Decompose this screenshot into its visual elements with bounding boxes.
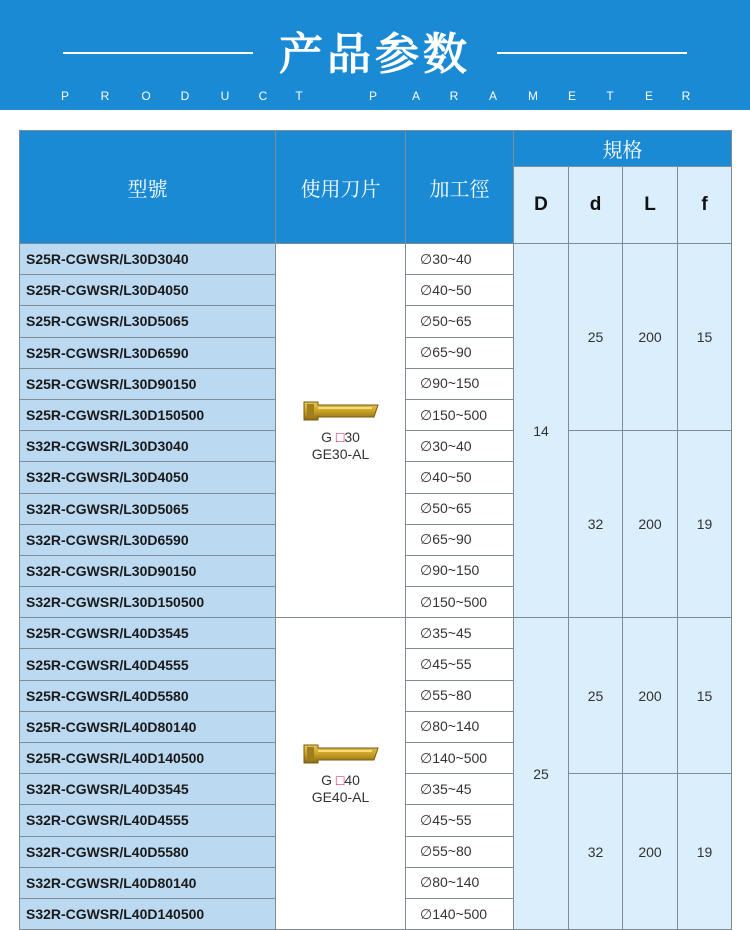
diameter-cell: ∅80~140: [406, 867, 514, 898]
blade-suffix: 30: [344, 428, 360, 445]
D-cell: 14: [514, 244, 569, 618]
model-cell: S25R-CGWSR/L40D3545: [20, 618, 276, 649]
blade-model-line2: GE40-AL: [311, 788, 370, 805]
diameter-cell: ∅150~500: [406, 399, 514, 430]
diameter-cell: ∅40~50: [406, 275, 514, 306]
diameter-cell: ∅140~500: [406, 743, 514, 774]
subtitle-letter: U: [220, 89, 230, 103]
model-cell: S25R-CGWSR/L30D150500: [20, 399, 276, 430]
diameter-cell: ∅35~45: [406, 618, 514, 649]
model-cell: S32R-CGWSR/L40D80140: [20, 867, 276, 898]
diameter-cell: ∅55~80: [406, 680, 514, 711]
subtitle-letter: T: [606, 89, 614, 103]
model-cell: S25R-CGWSR/L40D5580: [20, 680, 276, 711]
blade-model-line1: [276, 429, 405, 446]
f-cell: 15: [678, 244, 732, 431]
D-cell: 25: [514, 618, 569, 930]
subtitle-letter: A: [411, 89, 420, 103]
diameter-cell: ∅35~45: [406, 774, 514, 805]
subtitle-letter: D: [180, 89, 190, 103]
model-cell: S32R-CGWSR/L40D5580: [20, 836, 276, 867]
diameter-cell: ∅65~90: [406, 337, 514, 368]
f-cell: 15: [678, 618, 732, 774]
model-cell: S32R-CGWSR/L40D3545: [20, 774, 276, 805]
subtitle-letter: A: [488, 89, 497, 103]
f-cell: 19: [678, 774, 732, 930]
subtitle-letter: P: [60, 89, 69, 103]
subtitle-letter: E: [644, 89, 653, 103]
diameter-cell: ∅90~150: [406, 555, 514, 586]
subtitle-letter: T: [295, 89, 303, 103]
header-blade: 使用刀片: [276, 131, 406, 244]
subtitle-letter: R: [681, 89, 691, 103]
model-cell: S32R-CGWSR/L30D6590: [20, 524, 276, 555]
d-cell: 32: [569, 774, 623, 930]
model-cell: S25R-CGWSR/L30D4050: [20, 275, 276, 306]
blade-prefix: G: [321, 771, 336, 788]
header-f: f: [678, 167, 732, 244]
model-cell: S25R-CGWSR/L30D5065: [20, 306, 276, 337]
diameter-cell: ∅90~150: [406, 368, 514, 399]
subtitle-letter: P: [368, 89, 377, 103]
diameter-cell: ∅150~500: [406, 587, 514, 618]
model-cell: S25R-CGWSR/L30D3040: [20, 244, 276, 275]
L-cell: 200: [623, 431, 678, 618]
header-D: D: [514, 167, 569, 244]
diameter-cell: ∅50~65: [406, 306, 514, 337]
blade-model-line2: GE30-AL: [311, 445, 370, 462]
L-cell: 200: [623, 618, 678, 774]
diameter-cell: ∅40~50: [406, 462, 514, 493]
blade-suffix: 40: [344, 771, 360, 788]
f-cell: 19: [678, 431, 732, 618]
model-cell: S32R-CGWSR/L30D150500: [20, 587, 276, 618]
diameter-cell: ∅30~40: [406, 244, 514, 275]
blade-cell: [276, 618, 406, 930]
insert-icon: [302, 399, 380, 423]
model-cell: S25R-CGWSR/L30D90150: [20, 368, 276, 399]
L-cell: 200: [623, 774, 678, 930]
header-banner: [0, 0, 750, 110]
model-cell: S25R-CGWSR/L40D140500: [20, 743, 276, 774]
insert-icon: [302, 742, 380, 766]
subtitle-letter: O: [141, 89, 151, 103]
placeholder-box-icon: □: [335, 771, 345, 788]
model-cell: S32R-CGWSR/L30D3040: [20, 431, 276, 462]
header-d: d: [569, 167, 623, 244]
banner-divider-right: [497, 52, 687, 54]
diameter-cell: ∅55~80: [406, 836, 514, 867]
model-cell: S25R-CGWSR/L30D6590: [20, 337, 276, 368]
placeholder-box-icon: □: [335, 428, 345, 445]
diameter-cell: ∅30~40: [406, 431, 514, 462]
diameter-cell: ∅140~500: [406, 898, 514, 929]
page-title: 产品参数: [279, 29, 471, 80]
model-cell: S32R-CGWSR/L40D4555: [20, 805, 276, 836]
diameter-cell: ∅80~140: [406, 711, 514, 742]
blade-model-line1: [276, 772, 405, 789]
subtitle-letter: C: [258, 89, 268, 103]
d-cell: 32: [569, 431, 623, 618]
table-row: [20, 618, 732, 649]
banner-subtitle: [0, 89, 750, 105]
header-diameter: 加工徑: [406, 131, 514, 244]
header-spec: 規格: [514, 131, 732, 167]
d-cell: 25: [569, 244, 623, 431]
model-cell: S25R-CGWSR/L40D80140: [20, 711, 276, 742]
model-cell: S25R-CGWSR/L40D4555: [20, 649, 276, 680]
model-cell: S32R-CGWSR/L40D140500: [20, 898, 276, 929]
diameter-cell: ∅45~55: [406, 649, 514, 680]
model-cell: S32R-CGWSR/L30D5065: [20, 493, 276, 524]
blade-prefix: G: [321, 428, 336, 445]
blade-cell: [276, 244, 406, 618]
diameter-cell: ∅65~90: [406, 524, 514, 555]
L-cell: 200: [623, 244, 678, 431]
diameter-cell: ∅50~65: [406, 493, 514, 524]
model-cell: S32R-CGWSR/L30D90150: [20, 555, 276, 586]
header-model: 型號: [20, 131, 276, 244]
subtitle-letter: R: [449, 89, 459, 103]
diameter-cell: ∅45~55: [406, 805, 514, 836]
subtitle-letter: E: [567, 89, 576, 103]
d-cell: 25: [569, 618, 623, 774]
subtitle-letter: M: [528, 89, 538, 103]
header-L: L: [623, 167, 678, 244]
table-row: [20, 244, 732, 275]
subtitle-letter: R: [100, 89, 110, 103]
model-cell: S32R-CGWSR/L30D4050: [20, 462, 276, 493]
product-parameter-table: [19, 130, 732, 930]
